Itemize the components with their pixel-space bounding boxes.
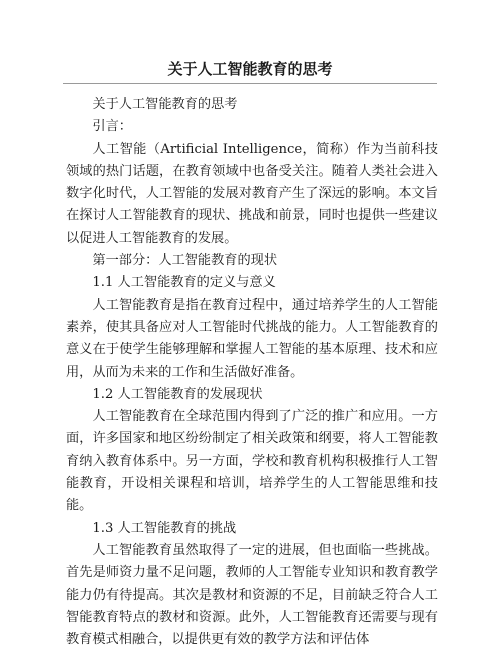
section-heading: 第一部分：人工智能教育的现状: [92, 253, 278, 269]
paragraph: 人工智能教育是指在教育过程中，通过培养学生的人工智能素养，使其具备应对人工智能时代挑战的能力。人工智能教育的意义在于使学生能够理解和掌握人工智能的基本原理、技术和应用，从而为未来的工作和生活做好准备。: [66, 297, 438, 380]
paragraph: 人工智能教育虽然取得了一定的进展，但也面临一些挑战。首先是师资力量不足问题，教师的人工智能专业知识和教育教学能力仍有待提高。其次是教材和资源的不足，目前缺乏符合人工智能教育特点的教材和资源。此外，人工智能教育还需要与现有教育模式相融合，以提供更有效的教学方法和评估体: [66, 542, 438, 648]
subsection-heading: 1.2 人工智能教育的发展现状: [92, 386, 263, 402]
subsection-heading: 1.3 人工智能教育的挑战: [92, 520, 237, 536]
title-divider: [63, 83, 437, 84]
subsection-heading: 1.1 人工智能教育的定义与意义: [92, 275, 276, 291]
paragraph-intro-label: 引言：: [92, 119, 132, 135]
page-title: 关于人工智能教育的思考: [167, 60, 333, 78]
paragraph: 人工智能（Artificial Intelligence，简称）作为当前科技领域的热门话题，在教育领域中也备受关注。随着人类社会进入数字化时代，人工智能的发展对教育产生了深远的影响。本文旨在探讨人工智能教育的现状、挑战和前景，同时也提供一些建议以促进人工智能教育的发展。: [66, 141, 438, 246]
document-body: [66, 94, 438, 651]
paragraph-heading: 关于人工智能教育的思考: [92, 97, 238, 112]
paragraph: 人工智能教育在全球范围内得到了广泛的推广和应用。一方面，许多国家和地区纷纷制定了相关政策和纲要，将人工智能教育纳入教育体系中。另一方面，学校和教育机构积极推行人工智能教育，开设相关课程和培训，培养学生的人工智能思维和技能。: [66, 409, 438, 514]
